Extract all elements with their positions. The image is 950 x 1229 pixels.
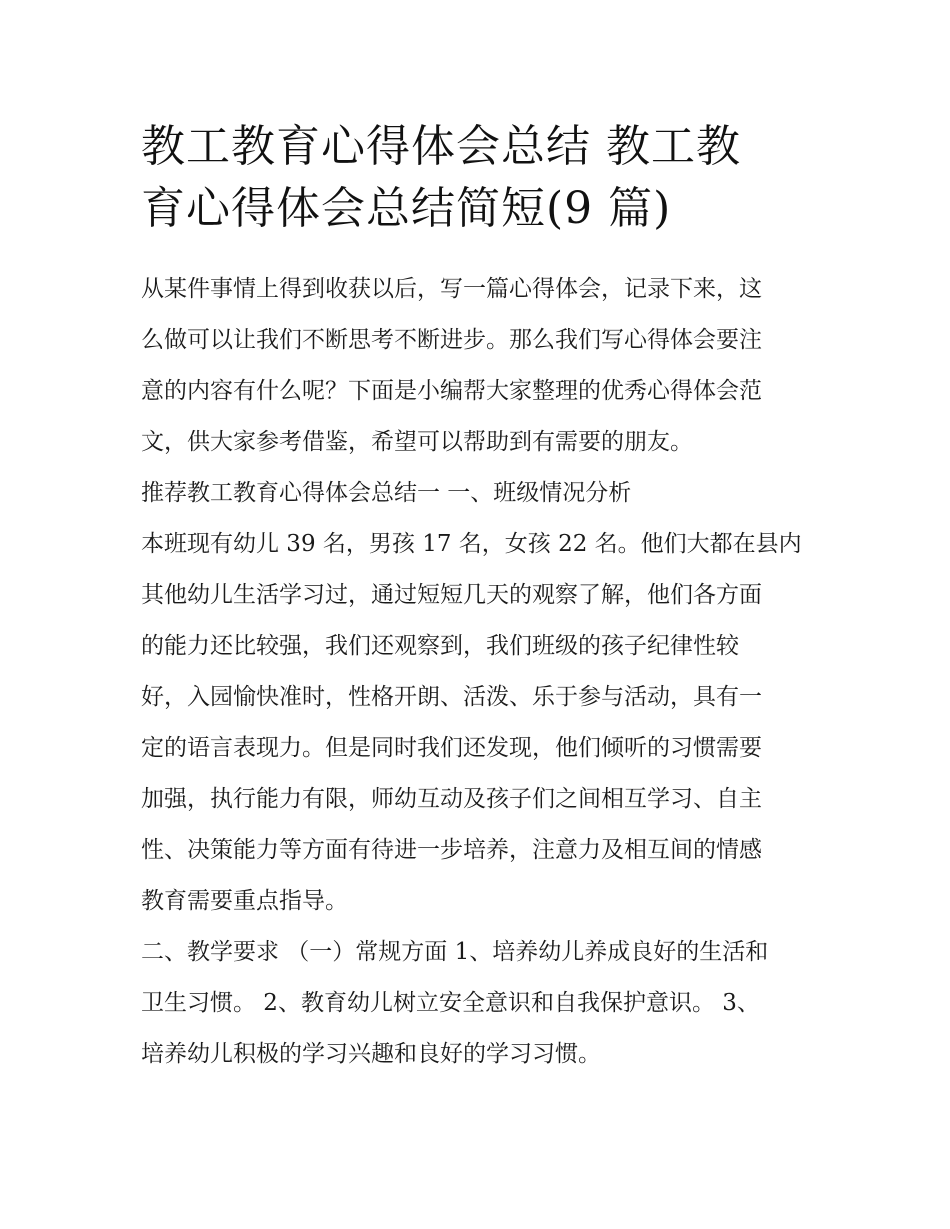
text-line: 好，入园愉快准时，性格开朗、活泼、乐于参与活动，具有一 <box>141 684 762 710</box>
text-line: 意的内容有什么呢？下面是小编帮大家整理的优秀心得体会范 <box>141 378 762 404</box>
text-line: 培养幼儿积极的学习兴趣和良好的学习习惯。 <box>141 1041 601 1067</box>
text-line: 教育需要重点指导。 <box>141 888 348 914</box>
text-line: 其他幼儿生活学习过，通过短短几天的观察了解，他们各方面 <box>141 582 762 608</box>
teaching-requirements-paragraph <box>141 927 813 1080</box>
text-line: 定的语言表现力。但是同时我们还发现，他们倾听的习惯需要 <box>141 735 762 761</box>
text-line: 性、决策能力等方面有待进一步培养，注意力及相互间的情感 <box>141 837 762 863</box>
text-line: 从某件事情上得到收获以后，写一篇心得体会，记录下来，这 <box>141 276 762 302</box>
text-line: 二、教学要求 （一）常规方面 1、培养幼儿养成良好的生活和 <box>141 939 769 965</box>
text-line: 的能力还比较强，我们还观察到，我们班级的孩子纪律性较 <box>141 633 739 659</box>
title-line: 教工教育心得体会总结 教工教 <box>141 121 741 172</box>
title-line: 育心得体会总结简短(9 篇) <box>141 183 672 234</box>
document-title <box>141 116 813 240</box>
document-body <box>141 264 813 1080</box>
text-line: 本班现有幼儿 39 名，男孩 17 名，女孩 22 名。他们大都在县内 <box>141 531 802 557</box>
text-line: 加强，执行能力有限，师幼互动及孩子们之间相互学习、自主 <box>141 786 762 812</box>
text-line: 卫生习惯。 2、教育幼儿树立安全意识和自我保护意识。 3、 <box>141 990 760 1016</box>
text-line: 推荐教工教育心得体会总结一 一、班级情况分析 <box>141 480 632 506</box>
text-line: 么做可以让我们不断思考不断进步。那么我们写心得体会要注 <box>141 327 762 353</box>
document-content <box>141 116 813 1080</box>
section-heading-paragraph <box>141 468 813 519</box>
intro-paragraph <box>141 264 813 468</box>
class-analysis-paragraph <box>141 519 813 927</box>
text-line: 文，供大家参考借鉴，希望可以帮助到有需要的朋友。 <box>141 429 693 455</box>
